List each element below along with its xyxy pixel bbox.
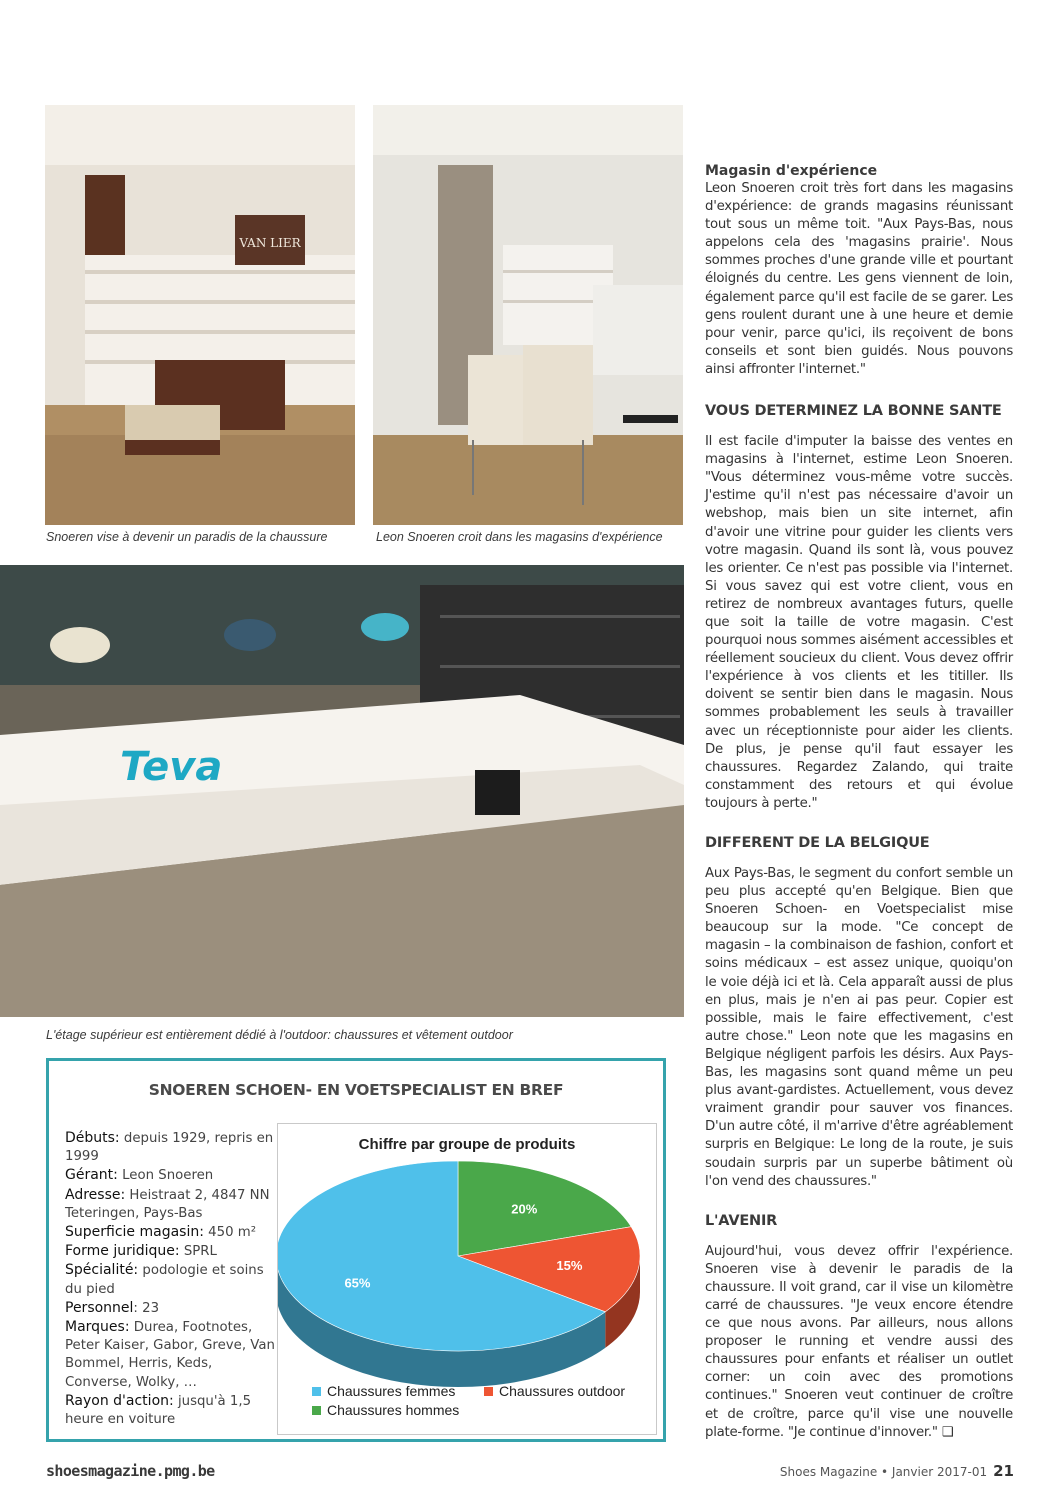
pie-data-label: 15% <box>556 1258 583 1274</box>
section-title-future: L'AVENIR <box>705 1212 778 1229</box>
fact-value: 450 m² <box>203 1225 257 1241</box>
fact-row <box>65 1129 275 1166</box>
fact-value: SPRL <box>179 1244 217 1260</box>
legend-swatch <box>484 1387 493 1396</box>
legend-swatch <box>312 1406 321 1415</box>
teva-sign: Teva <box>120 744 223 790</box>
fact-value: depuis 1929, repris en 1999 <box>65 1131 274 1165</box>
fact-box <box>46 1058 666 1442</box>
section-body-experience: Leon Snoeren croit très fort dans les magasins d'expérience: de grands magasins réunissant tout sous un même toit. "Aux Pays-Bas, nous appelons cela des 'magasins prairie'. Nous sommes proches d'une grande ville et pourtant éloignés du centre. Les gens viennent de loin, également parce qu'il est facile de se garer. Les gens roulent durant une à une heure et demie pour venir, parce qu'ici, ils reçoivent de bons conseils et sont bien guidés. Nous pouvons ainsi affronter l'internet." <box>705 181 1013 377</box>
section-title-experience: Magasin d'expérience <box>705 163 878 179</box>
legend-swatch <box>312 1387 321 1396</box>
end-mark-icon: ❑ <box>941 1424 954 1440</box>
fact-value: podologie et soins du pied <box>65 1263 264 1297</box>
fact-row <box>65 1299 275 1318</box>
photo3-caption: L'étage supérieur est entièrement dédié à l'outdoor: chaussures et vêtement outdoor <box>46 1028 513 1042</box>
chart-title: Chiffre par groupe de produits <box>358 1136 576 1153</box>
section-body-health: Il est facile d'imputer la baisse des ventes en magasins à l'internet, estime Leon Snoeren. "Vous déterminez vous-même votre succès. J'estime qu'il n'est pas nécessaire d'avoir un webshop, mais bien un site internet, afin d'avoir une vitrine pour guider les clients vers votre magasin. Quand ils sont là, vous pouvez les orienter. Ce n'est pas possible via l'internet. Si vous savez qui est votre client, vous en retirez de nombreux avantages futurs, quelle que soit la taille de votre magasin. C'est pourquoi nous sommes aisément accessibles et réellement soucieux du client. Vous devez offrir l'expérience à vos clients et les titiller. Ils doivent se sentir bien dans le magasin. Nous sommes probablement les seuls à travailler avec un réceptionniste pour aider les clients. De plus, je pense qu'il faut essayer les chaussures. Regardez Zalando, qui traite constamment des retours et qui évolue toujours à perte." <box>705 434 1013 811</box>
fact-list <box>65 1129 275 1429</box>
fact-value: Durea, Footnotes, Peter Kaiser, Gabor, Greve, Van Bommel, Herris, Keds, Converse, Wolky, … <box>65 1320 275 1390</box>
pie-data-label: 65% <box>344 1275 371 1291</box>
legend-entry: Chaussures hommes <box>327 1402 460 1418</box>
section-title-health: VOUS DETERMINEZ LA BONNE SANTE <box>705 403 1002 420</box>
photo-chairs <box>373 105 683 525</box>
fact-row <box>65 1392 275 1429</box>
article-column <box>705 162 1013 1442</box>
fact-key: Gérant: <box>65 1167 118 1184</box>
page-number: 21 <box>993 1462 1014 1480</box>
fact-key: Superficie magasin: <box>65 1224 204 1241</box>
fact-box-title: SNOEREN SCHOEN- EN VOETSPECIALIST EN BREF <box>148 1081 564 1099</box>
fact-value: : 23 <box>133 1300 160 1316</box>
legend-entry: Chaussures femmes <box>327 1383 456 1399</box>
section-body-future <box>705 1243 1013 1442</box>
photo1-caption: Snoeren vise à devenir un paradis de la chaussure <box>46 530 328 544</box>
fact-key: Forme juridique: <box>65 1243 180 1260</box>
fact-row <box>65 1223 275 1242</box>
fact-key: Adresse: <box>65 1186 126 1203</box>
section-title-belgium: DIFFERENT DE LA BELGIQUE <box>705 835 930 851</box>
van-lier-sign: VAN LIER <box>239 236 301 250</box>
photo-store-interior <box>45 105 355 525</box>
pie-data-label: 20% <box>511 1201 538 1217</box>
section-body-belgium: Aux Pays-Bas, le segment du confort semble un peu plus accepté qu'en Belgique. Bien que Snoeren Schoen- en Voetspecialist mise beaucoup sur la mode. "Ce concept de magasin – la combinaison de fashion, confort et soins médicaux – est assez unique, quoiqu'on le voie déjà ici et là. Cela apparaît aussi de plus en plus, mais je n'en ai pas peur. Copier est possible, mais le faire effectivement, c'est autre chose." Leon note que les magasins en Belgique négligent parfois les désirs. Aux Pays-Bas, les magasins sont quand même un peu plus avant-gardistes. Actuellement, vous devez vraiment grandir pour sauver vos finances. D'un autre côté, il m'arrive d'être agréablement surpris en Belgique: Le long de la route, je suis soudain surpris par un superbe bâtiment où l'on vend des chaussures." <box>705 866 1013 1189</box>
fact-row <box>65 1186 275 1223</box>
legend-entry: Chaussures outdoor <box>499 1383 626 1399</box>
fact-key: Rayon d'action: <box>65 1392 174 1409</box>
pie-chart <box>278 1124 656 1434</box>
future-text: Aujourd'hui, vous devez offrir l'expérience. Snoeren vise à devenir le paradis de la chaussure. Il voit grand, car il vise un kilomètre carré de chaussures. "Je veux encore étendre ce que nous avons. Par ailleurs, nous allons proposer le running et vendre aussi des chaussures pour enfants et réaliser un outlet corner: un coin avec des promotions continues." Snoeren veut continuer de croître et de croître, parce qu'il vise une nouvelle plate-forme. "Je continue d'innover." <box>705 1243 1013 1440</box>
fact-key: Marques: <box>65 1319 130 1336</box>
fact-value: Leon Snoeren <box>117 1168 214 1184</box>
fact-value: Heistraat 2, 4847 NN Teteringen, Pays-Bas <box>65 1187 270 1221</box>
fact-key: Débuts: <box>65 1130 120 1146</box>
fact-row <box>65 1242 275 1261</box>
fact-key: Spécialité: <box>65 1262 139 1279</box>
fact-key: Personnel <box>65 1299 134 1316</box>
fact-row <box>65 1166 275 1185</box>
fact-row <box>65 1261 275 1298</box>
footer-site-link[interactable]: shoesmagazine.pmg.be <box>46 1462 215 1480</box>
footer-issue <box>780 1462 1014 1480</box>
fact-value: jusqu'à 1,5 heure en voiture <box>65 1393 252 1428</box>
photo2-caption: Leon Snoeren croit dans les magasins d'expérience <box>376 530 663 544</box>
footer-issue-text: Shoes Magazine • Janvier 2017-01 <box>779 1465 988 1479</box>
fact-row <box>65 1318 275 1392</box>
pie-chart-panel <box>277 1123 657 1435</box>
photo-outdoor-floor <box>0 565 684 1017</box>
